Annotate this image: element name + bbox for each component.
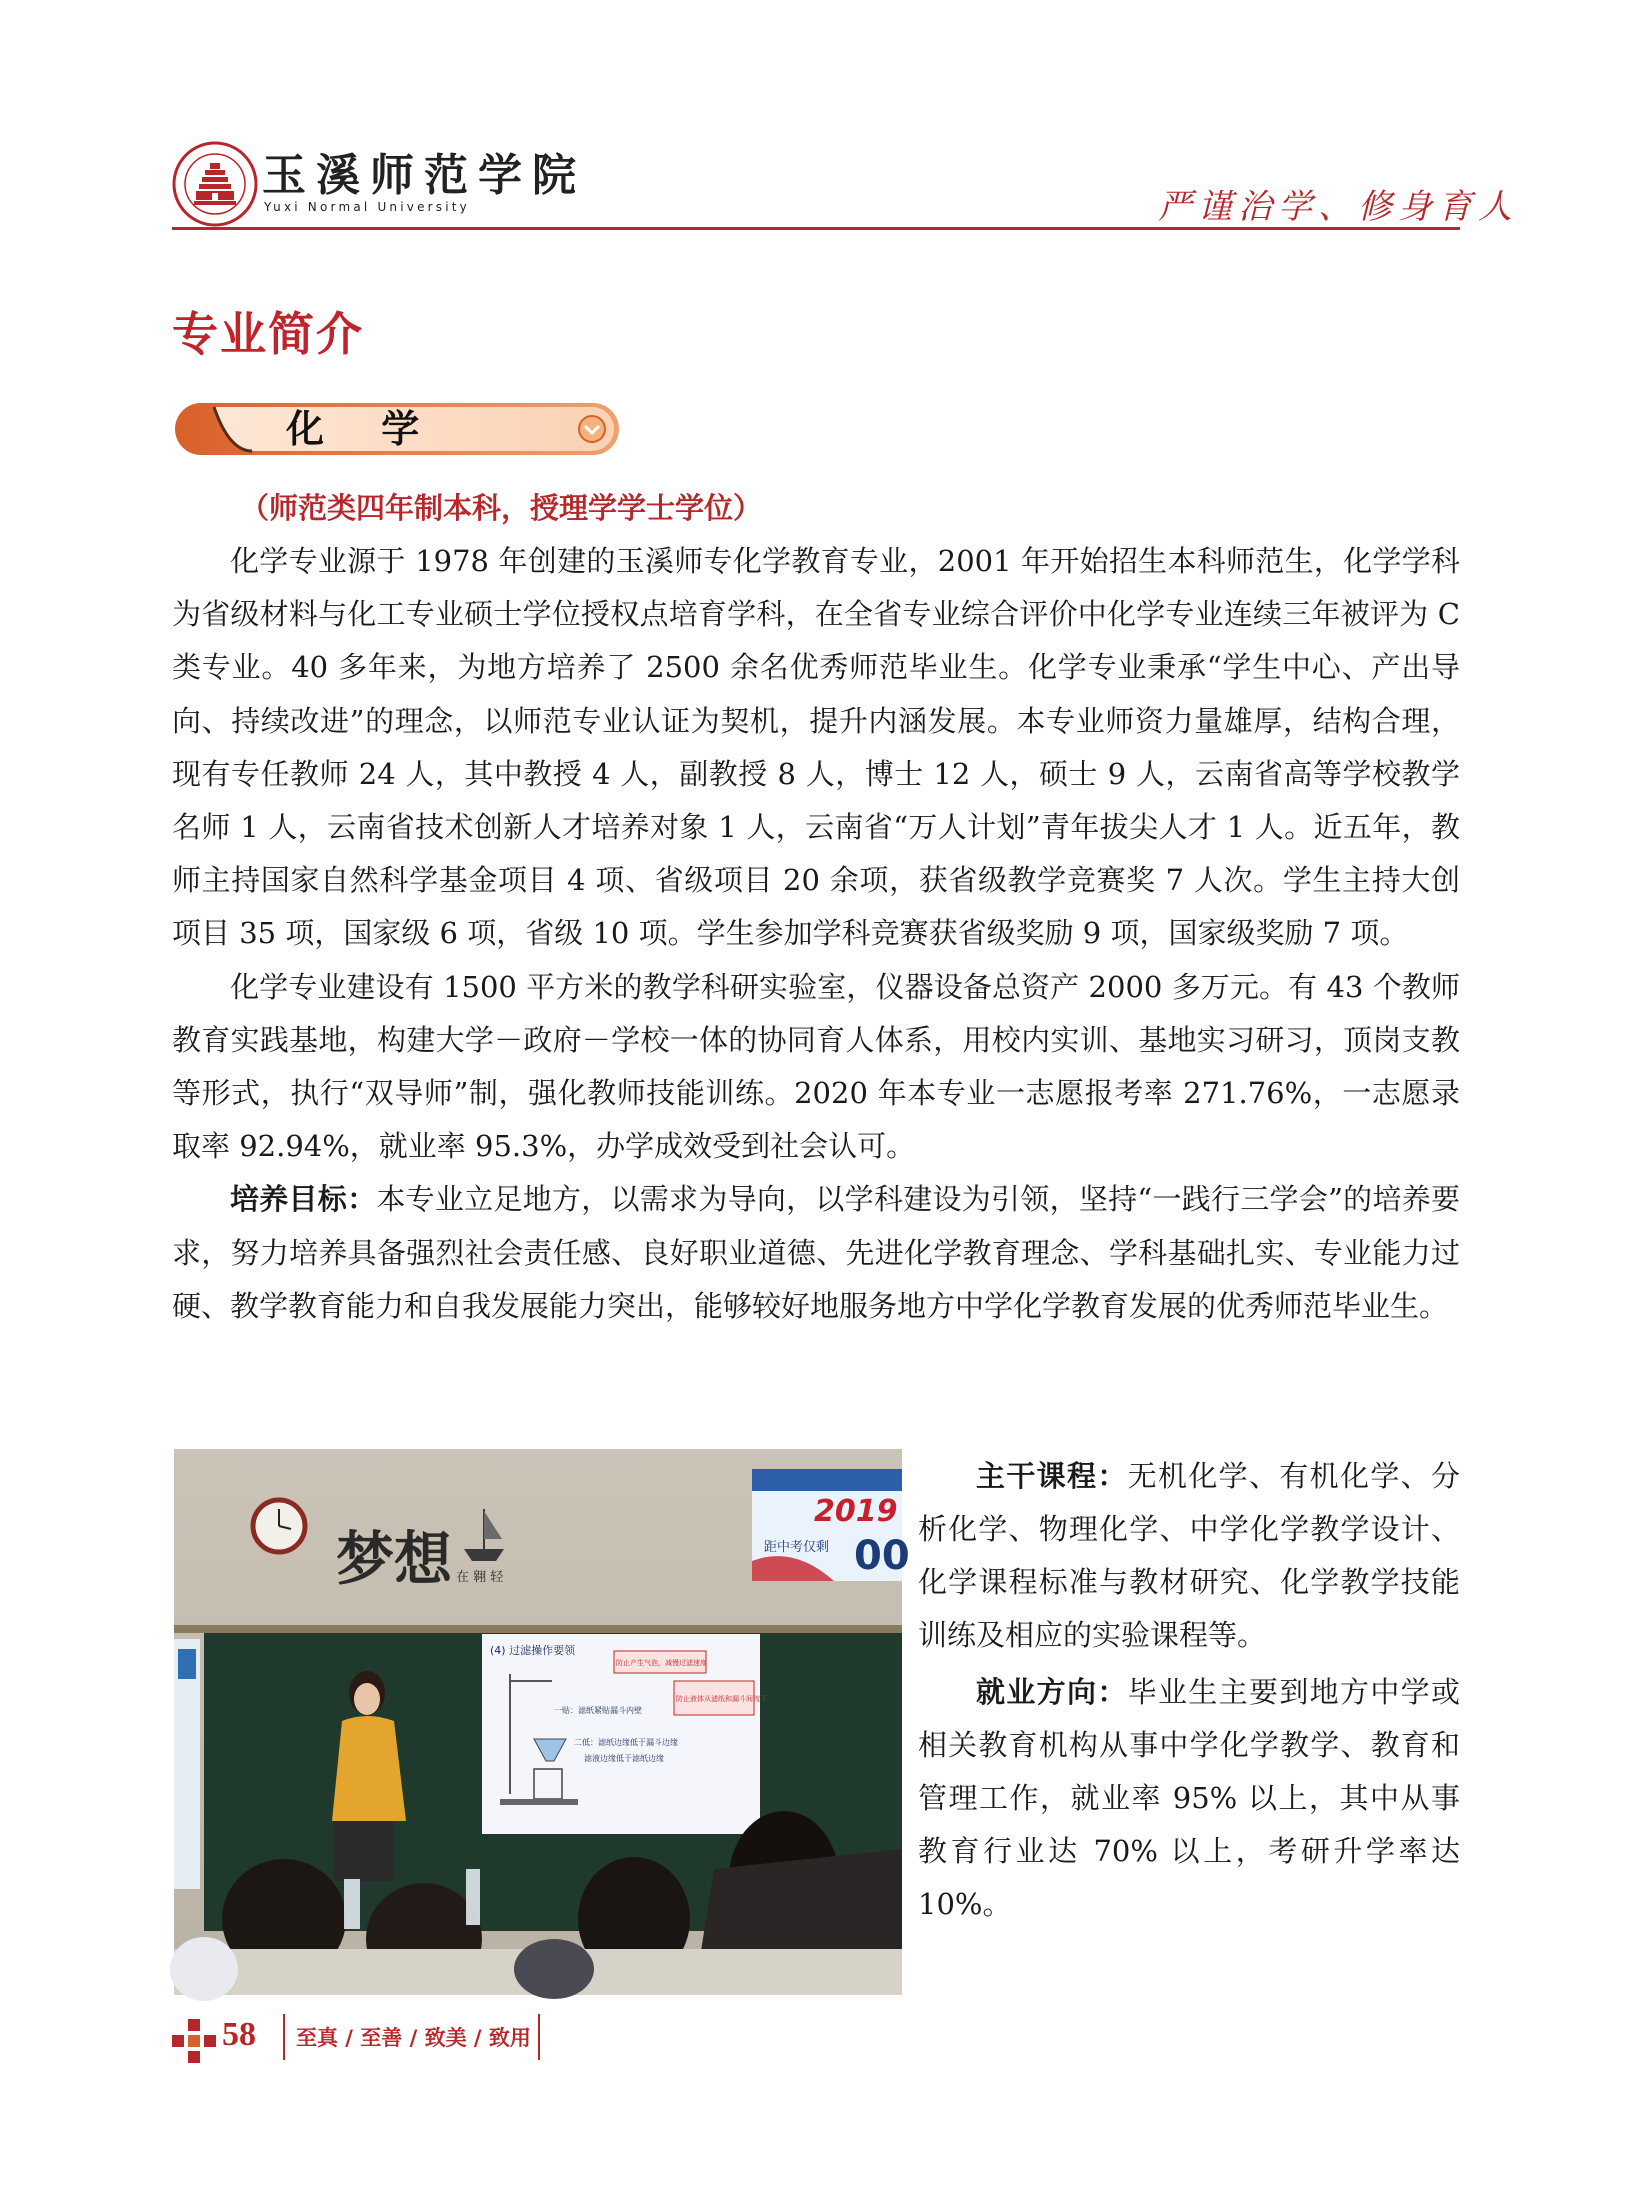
university-name-cn: 玉溪师范学院 xyxy=(262,150,586,201)
goal-paragraph xyxy=(172,1173,1460,1333)
svg-text:二低：滤纸边缘低于漏斗边缘: 二低：滤纸边缘低于漏斗边缘 xyxy=(574,1738,678,1747)
goal-label: 培养目标： xyxy=(230,1182,377,1217)
page-number: 58 xyxy=(222,2016,256,2053)
chevron-down-icon xyxy=(579,416,605,442)
svg-text:距中考仅剩: 距中考仅剩 xyxy=(764,1540,830,1555)
footer-squares-icon xyxy=(172,2019,220,2067)
major-description xyxy=(172,535,1460,1333)
svg-text:00: 00 xyxy=(854,1533,910,1579)
university-seal-logo xyxy=(172,141,258,227)
courses-and-career xyxy=(918,1450,1460,1931)
slide-title: (4) 过滤操作要领 xyxy=(490,1644,576,1657)
major-name: 化 学 xyxy=(286,407,442,451)
career-text: 毕业生主要到地方中学或相关教育机构从事中学化学教学、教育和管理工作，就业率 95% 以上，其中从事教育行业达 70% 以上，考研升学率达 10%。 xyxy=(918,1675,1460,1921)
wall-calligraphy: 梦想 xyxy=(336,1525,453,1593)
career-label: 就业方向： xyxy=(976,1675,1128,1709)
courses-text: 无机化学、有机化学、分析化学、物理化学、中学化学教学设计、化学课程标准与教材研究、化学教学技能训练及相应的实验课程等。 xyxy=(918,1459,1460,1652)
goal-text: 本专业立足地方，以需求为导向，以学科建设为引领，坚持“一践行三学会”的培养要求，努力培养具备强烈社会责任感、良好职业道德、先进化学教育理念、学科基础扎实、专业能力过硬、教学教育能力和自我发展能力突出，能够较好地服务地方中学化学教育发展的优秀师范毕业生。 xyxy=(172,1182,1460,1323)
header-divider xyxy=(172,227,1460,230)
career-paragraph xyxy=(918,1666,1460,1931)
courses-label: 主干课程： xyxy=(976,1459,1128,1493)
university-motto: 严谨治学、修身育人 xyxy=(1158,187,1518,227)
university-name-en: Yuxi Normal University xyxy=(264,200,470,214)
svg-text:一贴：滤纸紧贴漏斗内壁: 一贴：滤纸紧贴漏斗内壁 xyxy=(554,1706,642,1715)
classroom-photo xyxy=(174,1449,910,1995)
svg-text:在 翱 轻: 在 翱 轻 xyxy=(456,1570,504,1585)
section-title: 专业简介 xyxy=(172,307,364,361)
svg-text:滤液边缘低于滤纸边缘: 滤液边缘低于滤纸边缘 xyxy=(584,1754,664,1763)
footer-divider xyxy=(538,2014,540,2060)
courses-paragraph xyxy=(918,1450,1460,1662)
svg-text:防止液体从滤纸和漏斗间流下: 防止液体从滤纸和漏斗间流下 xyxy=(676,1695,767,1703)
footer-divider xyxy=(283,2014,285,2060)
poster-year: 2019 xyxy=(814,1494,898,1529)
facilities-paragraph: 化学专业建设有 1500 平方米的教学科研实验室，仪器设备总资产 2000 多万元。有 43 个教师教育实践基地，构建大学－政府－学校一体的协同育人体系，用校内实训、基地实习研习，顶岗支教等形式，执行“双导师”制，强化教师技能训练。2020 年本专业一志愿报考率 271.76%，一志愿录取率 92.94%，就业率 95.3%，办学成效受到社会认可。 xyxy=(172,969,1460,1164)
footer-slogan: 至真 / 至善 / 致美 / 致用 xyxy=(296,2026,531,2050)
svg-text:防止产生气泡，减慢过滤速度: 防止产生气泡，减慢过滤速度 xyxy=(616,1659,707,1667)
major-subtitle: （师范类四年制本科，授理学学士学位） xyxy=(240,491,763,525)
intro-paragraph: 化学专业源于 1978 年创建的玉溪师专化学教育专业，2001 年开始招生本科师范生，化学学科为省级材料与化工专业硕士学位授权点培育学科，在全省专业综合评价中化学专业连续三年被评为 C 类专业。40 多年来，为地方培养了 2500 余名优秀师范毕业生。化学专业秉承“学生中心、产出导向、持续改进”的理念，以师范专业认证为契机，提升内涵发展。本专业师资力量雄厚，结构合理，现有专任教师 24 人，其中教授 4 人，副教授 8 人，博士 12 人，硕士 9 人，云南省高等学校教学名师 1 人，云南省技术创新人才培养对象 1 人，云南省“万人计划”青年拔尖人才 1 人。近五年，教师主持国家自然科学基金项目 4 项、省级项目 20 余项，获省级教学竞赛奖 7 人次。学生主持大创项目 35 项，国家级 6 项，省级 10 项。学生参加学科竞赛获省级奖励 9 项，国家级奖励 7 项。 xyxy=(172,544,1460,951)
